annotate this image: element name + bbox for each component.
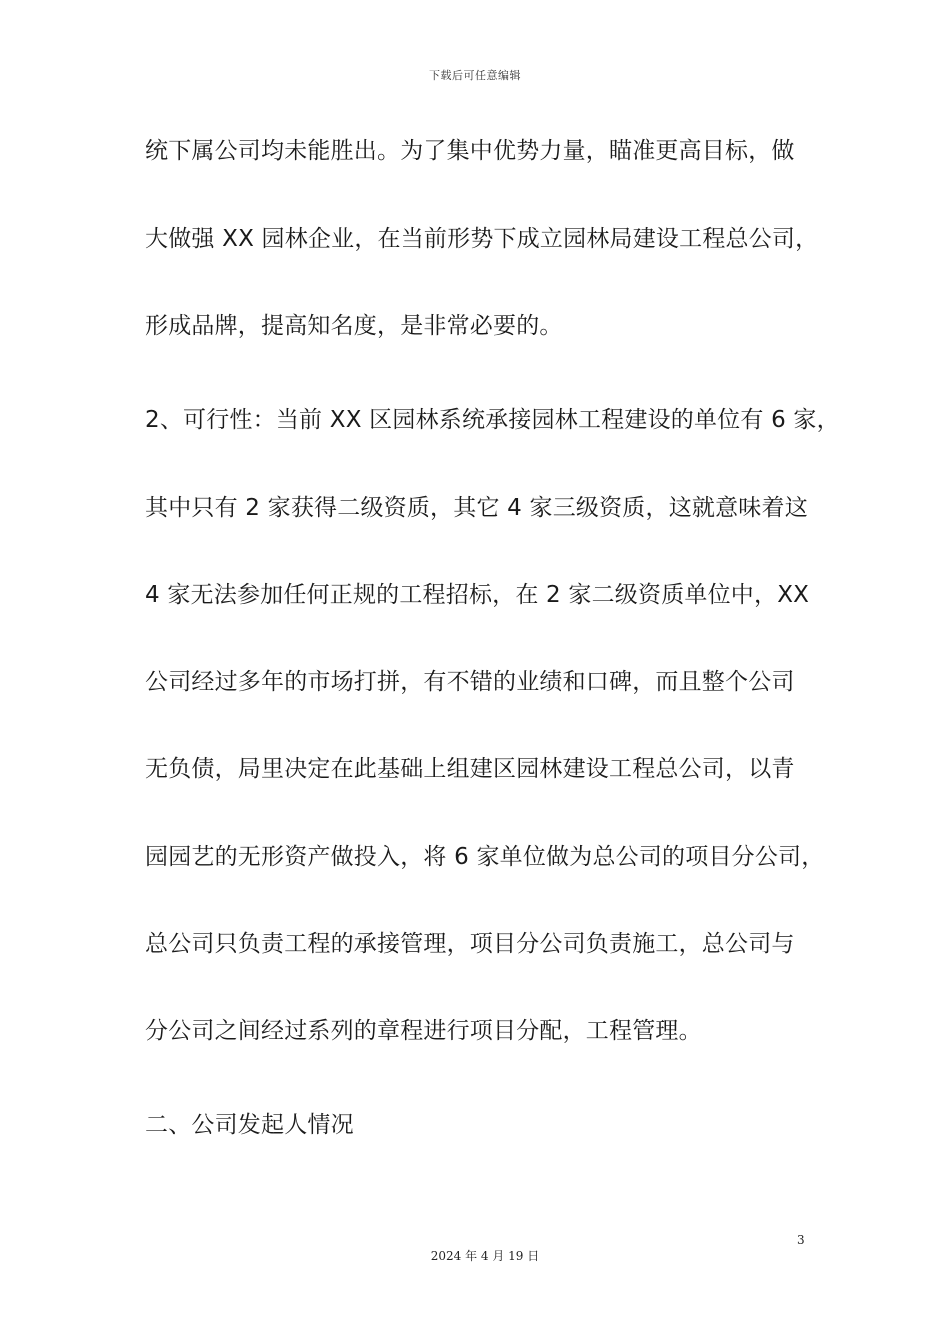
- body-line-6: 4 家无法参加任何正规的工程招标，在 2 家二级资质单位中，XX: [145, 582, 810, 608]
- body-line-8: 无负债，局里决定在此基础上组建区园林建设工程总公司，以青: [145, 756, 795, 782]
- body-line-7: 公司经过多年的市场打拼，有不错的业绩和口碑，而且整个公司: [145, 669, 795, 695]
- body-line-1: 统下属公司均未能胜出。为了集中优势力量，瞄准更高目标，做: [145, 138, 795, 164]
- body-line-11: 分公司之间经过系列的章程进行项目分配，工程管理。: [145, 1018, 702, 1044]
- page-number: 3: [797, 1233, 805, 1247]
- body-line-5: 其中只有 2 家获得二级资质，其它 4 家三级资质，这就意味着这: [145, 495, 808, 521]
- body-line-10: 总公司只负责工程的承接管理，项目分公司负责施工，总公司与: [145, 931, 795, 957]
- footer-date: 2024 年 4 月 19 日: [430, 1249, 540, 1263]
- section-heading: 二、公司发起人情况: [145, 1112, 354, 1138]
- body-line-4: 2、可行性：当前 XX 区园林系统承接园林工程建设的单位有 6 家，: [145, 407, 840, 433]
- header-note: 下载后可任意编辑: [429, 69, 521, 82]
- body-line-9: 园园艺的无形资产做投入，将 6 家单位做为总公司的项目分公司，: [145, 844, 825, 870]
- body-line-3: 形成品牌，提高知名度，是非常必要的。: [145, 313, 563, 339]
- body-line-2: 大做强 XX 园林企业，在当前形势下成立园林局建设工程总公司，: [145, 226, 819, 252]
